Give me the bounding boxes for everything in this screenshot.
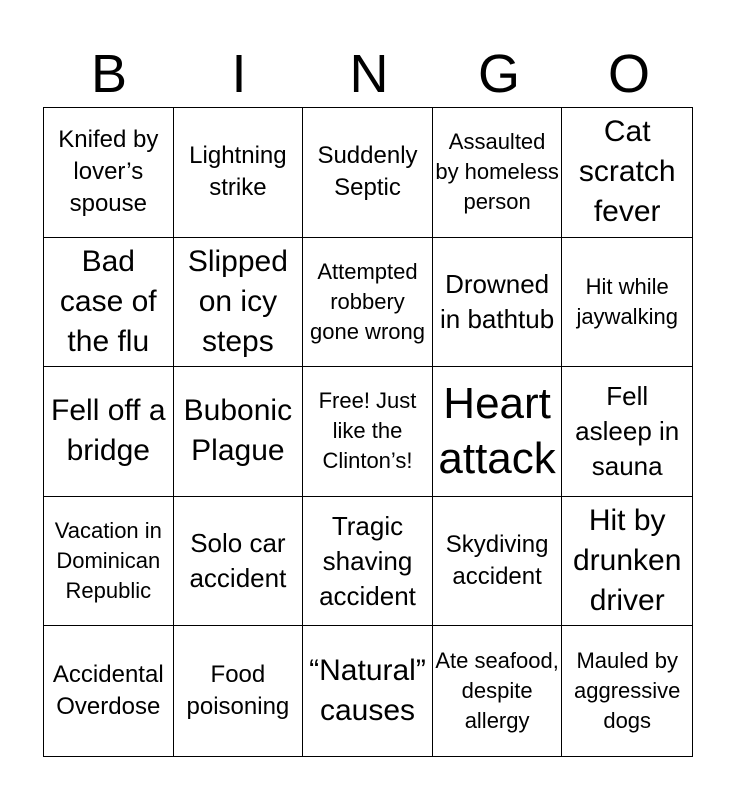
bingo-cell[interactable] [44,238,174,368]
cell-text: Ate seafood, despite allergy [435,648,559,734]
cell-text: Slipped on icy steps [187,244,288,358]
cell-text: Heart attack [438,379,556,484]
bingo-cell[interactable] [174,238,304,368]
cell-text: “Natural” causes [309,654,426,728]
bingo-cell[interactable] [433,497,563,627]
cell-text: Hit by drunken driver [572,504,682,618]
bingo-cell[interactable] [433,367,563,497]
header-letter-i: I [231,44,247,104]
header-letter-b: B [90,44,128,104]
cell-text: Drowned in bathtub [439,268,555,334]
bingo-cell[interactable] [562,108,692,238]
header-letter-o: O [607,44,650,104]
bingo-cell[interactable] [44,367,174,497]
bingo-cell[interactable] [562,367,692,497]
header-letter-n: N [349,44,389,104]
cell-text: Cat scratch fever [578,115,676,229]
bingo-cell[interactable] [433,238,563,368]
bingo-cell[interactable] [44,497,174,627]
bingo-cell[interactable] [44,626,174,756]
bingo-cell[interactable] [562,626,692,756]
cell-text: Skydiving accident [445,531,549,591]
cell-text: Solo car accident [189,528,287,594]
cell-text: Knifed by lover’s spouse [58,126,159,218]
cell-text: Fell off a bridge [51,394,166,468]
cell-text: Mauled by aggressive dogs [574,648,681,734]
cell-text: Bad case of the flu [59,244,157,358]
bingo-cell[interactable] [433,626,563,756]
bingo-cell[interactable] [174,626,304,756]
header-letter-g: G [477,44,520,104]
cell-text: Attempted robbery gone wrong [310,258,425,344]
cell-text: Free! Just like the Clinton’s! [318,388,417,474]
bingo-cell[interactable] [44,108,174,238]
cell-text: Suddenly Septic [317,142,418,202]
bingo-cell[interactable] [174,108,304,238]
cell-text: Lightning strike [189,142,287,202]
free-space-cell[interactable] [303,367,433,497]
bingo-cell[interactable] [174,367,304,497]
cell-text: Tragic shaving accident [319,510,416,611]
bingo-cell[interactable] [303,497,433,627]
cell-text: Accidental Overdose [52,661,164,721]
bingo-cell[interactable] [433,108,563,238]
cell-text: Food poisoning [186,661,290,721]
cell-text: Vacation in Dominican Republic [54,518,162,604]
bingo-cell[interactable] [303,238,433,368]
bingo-board [43,107,693,757]
bingo-cell[interactable] [562,497,692,627]
cell-text: Fell asleep in sauna [575,380,680,481]
bingo-cell[interactable] [562,238,692,368]
cell-text: Assaulted by homeless person [435,129,559,215]
bingo-cell[interactable] [303,108,433,238]
bingo-cell[interactable] [174,497,304,627]
bingo-header [44,42,694,106]
bingo-cell[interactable] [303,626,433,756]
cell-text: Bubonic Plague [183,394,293,468]
cell-text: Hit while jaywalking [576,273,678,329]
